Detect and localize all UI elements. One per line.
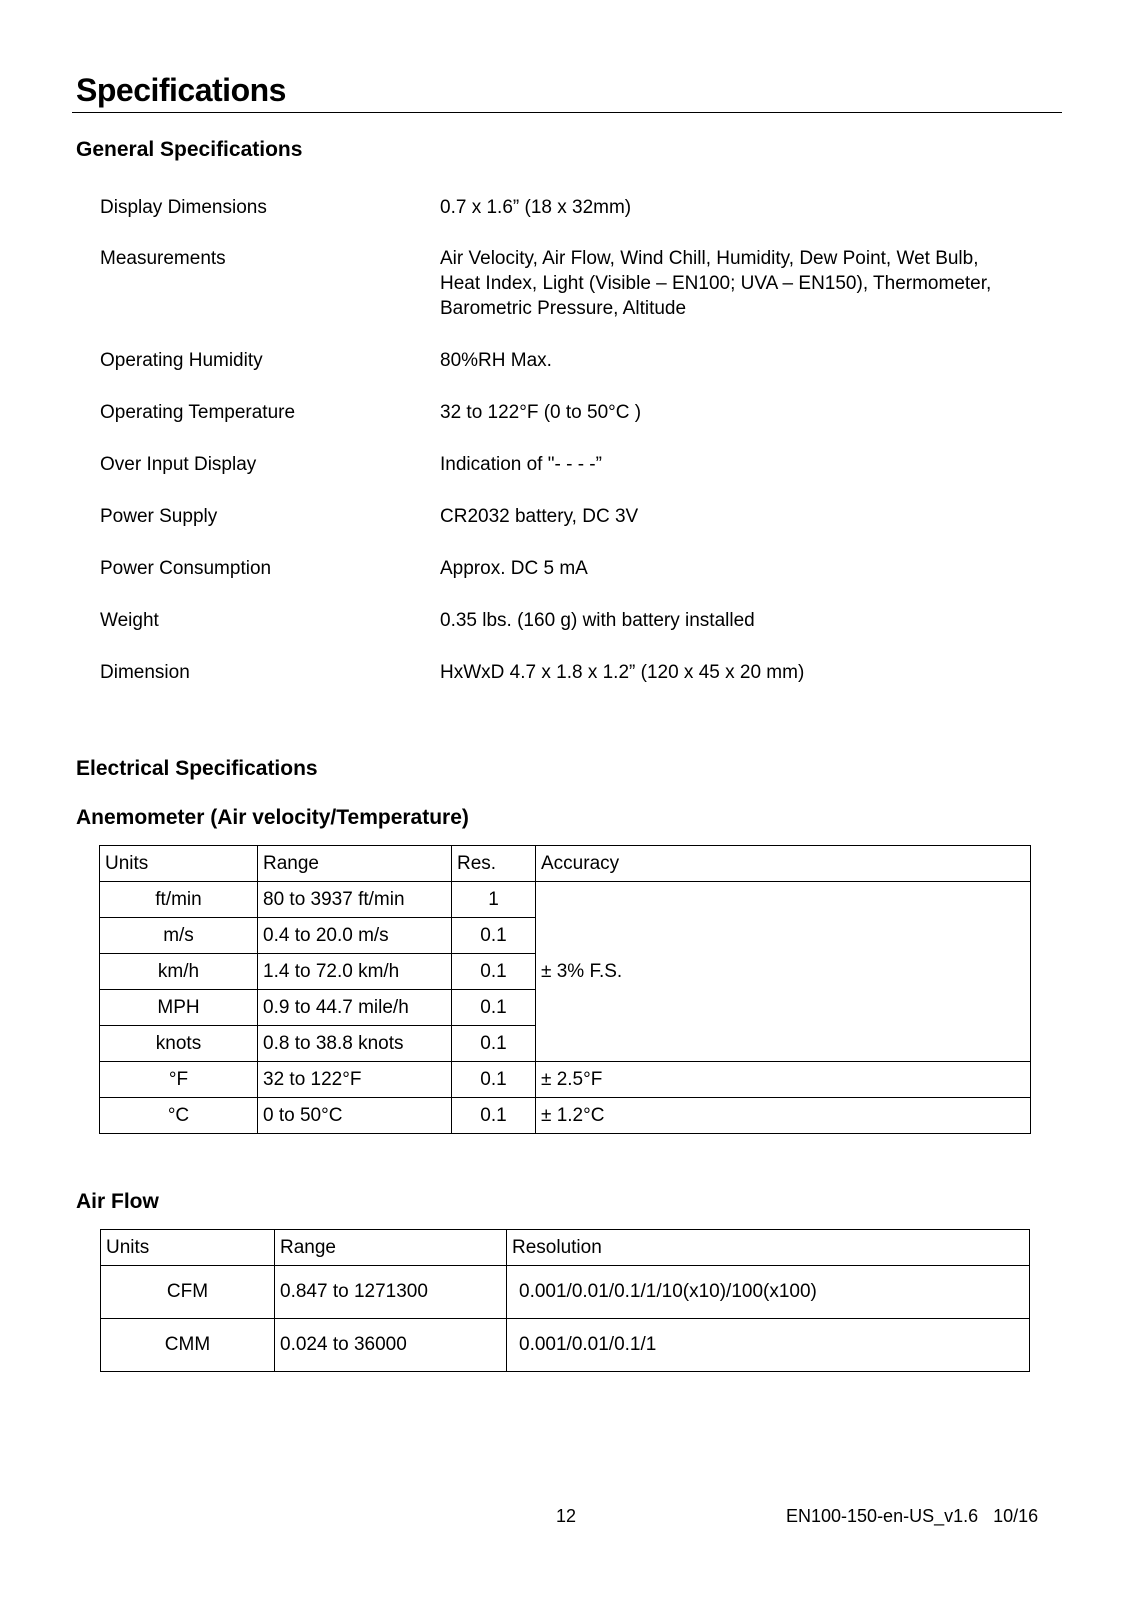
table-row <box>101 1319 1030 1372</box>
spec-label: Power Supply <box>100 506 218 527</box>
spec-label: Over Input Display <box>100 454 257 475</box>
cell-range: 0 to 50°C <box>258 1098 452 1134</box>
spec-label: Measurements <box>100 248 226 269</box>
cell-res: 0.1 <box>452 990 536 1026</box>
table-row <box>101 1266 1030 1319</box>
spec-value: 32 to 122°F (0 to 50°C ) <box>440 402 642 423</box>
cell-units: °F <box>100 1062 258 1098</box>
cell-units: CMM <box>101 1319 275 1372</box>
header-range: Range <box>258 846 452 882</box>
cell-range: 0.8 to 38.8 knots <box>258 1026 452 1062</box>
header-range: Range <box>275 1230 507 1266</box>
cell-range: 0.9 to 44.7 mile/h <box>258 990 452 1026</box>
cell-res: 0.1 <box>452 1026 536 1062</box>
cell-range: 80 to 3937 ft/min <box>258 882 452 918</box>
header-accuracy: Accuracy <box>536 846 1031 882</box>
cell-range: 0.847 to 1271300 <box>275 1266 507 1319</box>
page-title: Specifications <box>76 72 286 108</box>
air-flow-table <box>100 1229 1030 1372</box>
spec-label: Operating Temperature <box>100 402 296 423</box>
cell-res: 1 <box>452 882 536 918</box>
cell-units: CFM <box>101 1266 275 1319</box>
spec-value: Indication of "- - - -” <box>440 454 602 475</box>
table-header-row <box>101 1230 1030 1266</box>
cell-units: knots <box>100 1026 258 1062</box>
cell-res: 0.1 <box>452 1062 536 1098</box>
cell-res: 0.1 <box>452 1098 536 1134</box>
spec-value: CR2032 battery, DC 3V <box>440 506 639 527</box>
spec-value: Approx. DC 5 mA <box>440 558 588 579</box>
cell-range: 0.4 to 20.0 m/s <box>258 918 452 954</box>
electrical-specifications-heading: Electrical Specifications <box>76 757 318 780</box>
header-resolution: Resolution <box>507 1230 1030 1266</box>
cell-accuracy-speed: ± 3% F.S. <box>536 882 1031 1062</box>
cell-res: 0.1 <box>452 918 536 954</box>
spec-value: Air Velocity, Air Flow, Wind Chill, Humidity, Dew Point, Wet Bulb, Heat Index, Light (Visible – EN100; UVA – EN150), Thermometer, Barometric Pressure, Altitude <box>440 248 992 319</box>
spec-label: Operating Humidity <box>100 350 263 371</box>
spec-label: Display Dimensions <box>100 197 267 218</box>
header-units: Units <box>100 846 258 882</box>
table-row <box>100 882 1031 918</box>
cell-range: 32 to 122°F <box>258 1062 452 1098</box>
spec-label: Weight <box>100 610 159 631</box>
cell-accuracy-c: ± 1.2°C <box>536 1098 1031 1134</box>
table-header-row <box>100 846 1031 882</box>
spec-value: 0.35 lbs. (160 g) with battery installed <box>440 610 755 631</box>
page-number: 12 <box>556 1506 577 1526</box>
cell-units: km/h <box>100 954 258 990</box>
cell-units: MPH <box>100 990 258 1026</box>
spec-value: HxWxD 4.7 x 1.8 x 1.2” (120 x 45 x 20 mm) <box>440 662 805 683</box>
cell-resolution: 0.001/0.01/0.1/1 <box>507 1319 1030 1372</box>
cell-range: 1.4 to 72.0 km/h <box>258 954 452 990</box>
general-specifications-heading: General Specifications <box>76 138 303 161</box>
document-id: EN100-150-en-US_v1.6 10/16 <box>786 1506 1039 1526</box>
air-flow-heading: Air Flow <box>76 1190 159 1213</box>
header-res: Res. <box>452 846 536 882</box>
anemometer-table <box>99 845 1031 1134</box>
title-rule <box>72 112 1062 113</box>
anemometer-heading: Anemometer (Air velocity/Temperature) <box>76 806 469 829</box>
cell-units: °C <box>100 1098 258 1134</box>
spec-label: Power Consumption <box>100 558 272 579</box>
spec-label: Dimension <box>100 662 190 683</box>
spec-value: 80%RH Max. <box>440 350 552 371</box>
cell-units: ft/min <box>100 882 258 918</box>
table-row <box>100 1062 1031 1098</box>
cell-res: 0.1 <box>452 954 536 990</box>
header-units: Units <box>101 1230 275 1266</box>
cell-range: 0.024 to 36000 <box>275 1319 507 1372</box>
cell-accuracy-f: ± 2.5°F <box>536 1062 1031 1098</box>
spec-value: 0.7 x 1.6” (18 x 32mm) <box>440 197 632 218</box>
cell-units: m/s <box>100 918 258 954</box>
table-row <box>100 1098 1031 1134</box>
cell-resolution: 0.001/0.01/0.1/1/10(x10)/100(x100) <box>507 1266 1030 1319</box>
